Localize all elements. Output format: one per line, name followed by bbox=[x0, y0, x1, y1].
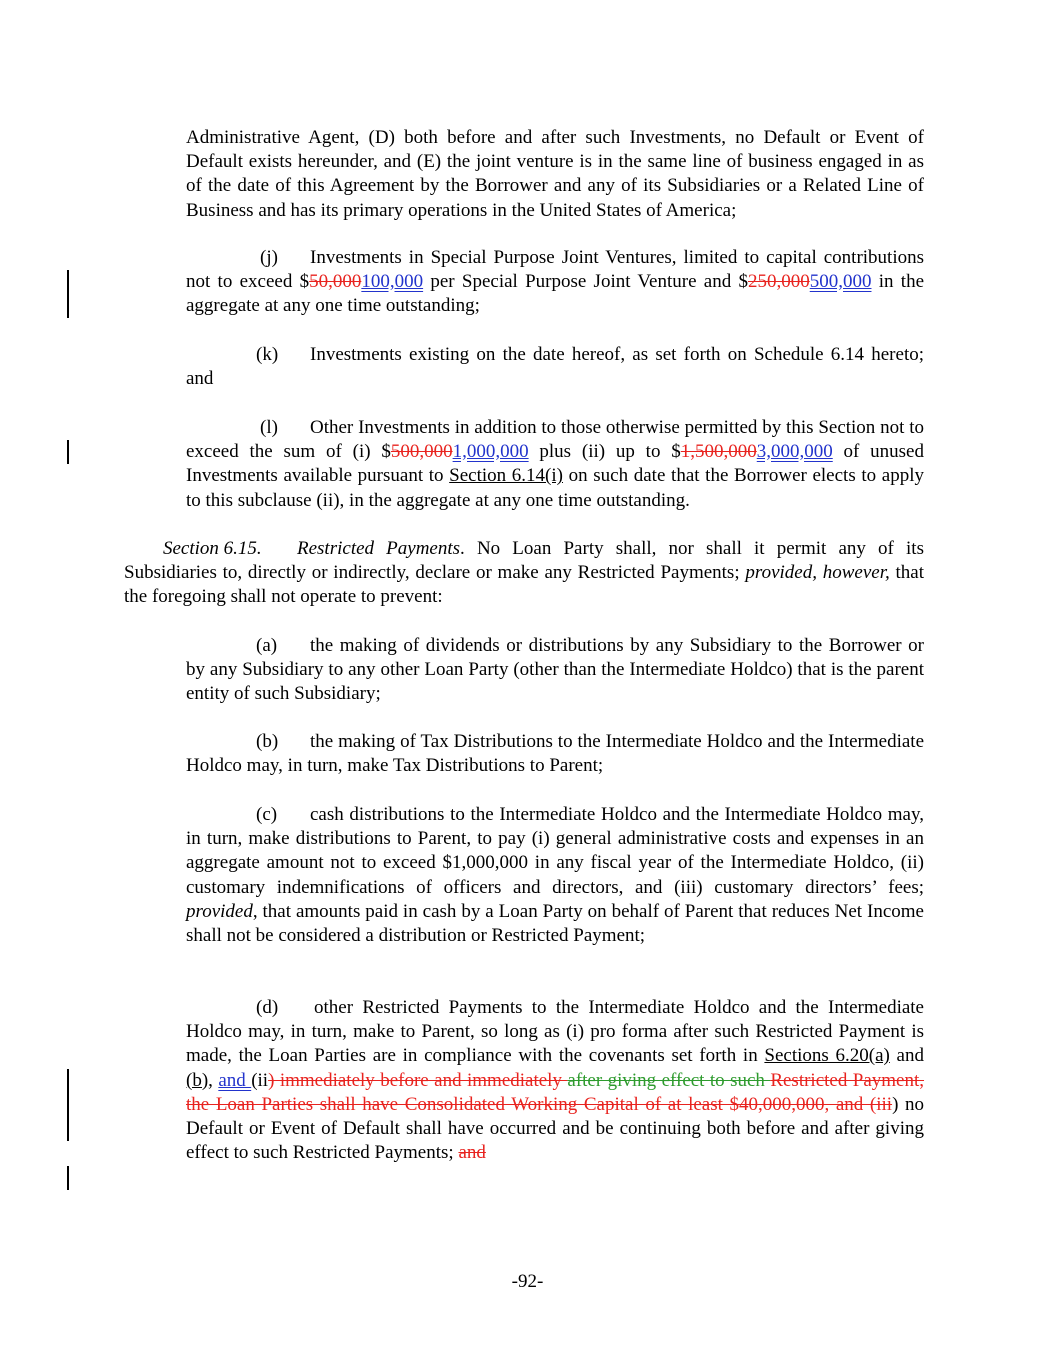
inserted-text: 100,000 bbox=[361, 271, 424, 293]
paragraph-c: (c) cash distributions to the Intermediate Holdco and the Intermediate Holdco may, in turn, make distributions to Parent, to pay (i) general administrative costs and expenses in an aggregate amount not to exceed $1,000,000 in any fiscal year of the Intermediate Holdco, (ii) customary indemnifications of officers and directors, and (iii) customary directors’ fees; provided, that amounts paid in cash by a Loan Party on behalf of Parent that reduces Net Income shall not be considered a distribution or Restricted Payment; bbox=[186, 804, 924, 947]
paragraph-d: (d) other Restricted Payments to the Intermediate Holdco and the Intermediate Holdco may, in turn, make to Parent, so long as (i) pro forma after such Restricted Payment is made, the Loan Parties are in compliance with the covenants set forth in Sections 6.20(a) and (b), and (ii) immediately before and immediately after giving effect to such Restricted Payment, the Loan Parties shall have Consolidated Working Capital of at least $40,000,000, and (iii) no Default or Event of Default shall have occurred and be continuing both before and after giving effect to such Restricted Payments; and bbox=[186, 997, 925, 1164]
section-reference: Sections 6.20(a) bbox=[764, 1045, 890, 1067]
change-bar bbox=[67, 270, 69, 318]
paragraph-a: (a) the making of dividends or distributions by any Subsidiary to the Borrower or by any Subsidiary to any other Loan Party (other than the Intermediate Holdco) that is the parent entity of such Subsidiary; bbox=[186, 635, 924, 705]
paragraph-l: (l) Other Investments in addition to those otherwise permitted by this Section not to exceed the sum of (i) $500,0001,000,000 plus (ii) up to $1,500,0003,000,000 of unused Investments available pursuant to Section 6.14(i) on such date that the Borrower elects to apply to this subclause (ii), in the aggregate at any one time outstanding. bbox=[186, 417, 924, 511]
deleted-text: Restricted Payment, the Loan Parties shall have Consolidated Working Capital of at least $40,000,000, and (iii bbox=[186, 1069, 925, 1115]
clause-label: (k) bbox=[256, 344, 279, 365]
section-reference: Section 6.14(i) bbox=[449, 465, 563, 487]
paragraph-i-continuation: Administrative Agent, (D) both before and after such Investments, no Default or Event of Default exists hereunder, and (E) the joint venture is in the same line of business engaged in as of the date of this Agreement by the Borrower and any of its Subsidiaries or a Related Line of Business and has its primary operations in the United States of America; bbox=[186, 127, 924, 221]
clause-label: (a) bbox=[256, 635, 278, 656]
section-number: Section 6.15. bbox=[163, 538, 262, 559]
section-reference: (b) bbox=[186, 1069, 209, 1091]
inserted-text: and bbox=[218, 1069, 252, 1091]
deleted-text: and bbox=[458, 1142, 486, 1164]
clause-label: (d) bbox=[256, 997, 279, 1018]
paragraph-b: (b) the making of Tax Distributions to the Intermediate Holdco and the Intermediate Holdco may, in turn, make Tax Distributions to Parent; bbox=[186, 731, 924, 777]
page-number: -92- bbox=[511, 1271, 544, 1292]
deleted-text: 500,000 bbox=[390, 441, 453, 463]
change-bar bbox=[67, 1166, 69, 1190]
deleted-text: 1,500,000 bbox=[680, 441, 757, 463]
paragraph-k: (k) Investments existing on the date hereof, as set forth on Schedule 6.14 hereto; and bbox=[186, 344, 924, 390]
change-bar bbox=[67, 440, 69, 464]
clause-label: (c) bbox=[256, 804, 278, 825]
deleted-text: ) immediately before and immediately bbox=[268, 1069, 568, 1091]
clause-label: (b) bbox=[256, 731, 279, 752]
section-title: Restricted Payments bbox=[297, 538, 461, 559]
deleted-text: 50,000 bbox=[309, 271, 362, 293]
inserted-text: 1,000,000 bbox=[452, 441, 529, 463]
deleted-text: 250,000 bbox=[747, 271, 810, 293]
inserted-text: 500,000 bbox=[809, 271, 872, 293]
paragraph-j: (j) Investments in Special Purpose Joint Ventures, limited to capital contributions not to exceed $50,000100,000 per Special Purpose Joint Venture and $250,000500,000 in the aggregate at any one time outstanding; bbox=[186, 247, 925, 317]
clause-label: (j) bbox=[260, 247, 278, 268]
clause-label: (l) bbox=[260, 417, 278, 438]
moved-deleted-text: after giving effect to such bbox=[567, 1069, 771, 1091]
section-6-15: Section 6.15. Restricted Payments. No Loan Party shall, nor shall it permit any of its Subsidiaries to, directly or indirectly, declare or make any Restricted Payments; provided, however, that the foregoing shall not operate to prevent: bbox=[124, 538, 924, 608]
inserted-text: 3,000,000 bbox=[756, 441, 833, 463]
change-bar bbox=[67, 1069, 69, 1141]
